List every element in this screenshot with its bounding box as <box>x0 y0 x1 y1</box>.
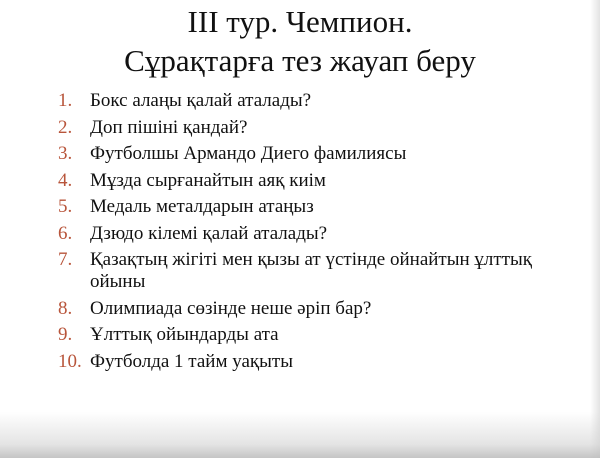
list-item-text: Бокс алаңы қалай аталады? <box>90 90 312 111</box>
list-item-number: 10. <box>58 350 82 372</box>
list-item-number: 9. <box>58 324 73 345</box>
list-item-text: Футболшы Армандо Диего фамилиясы <box>90 143 407 164</box>
list-item-text: Олимпиада сөзінде неше әріп бар? <box>90 297 372 319</box>
list-item-text: Қазақтың жігіті мен қызы ат үстінде ойнайтын ұлттық ойыны <box>90 249 533 292</box>
list-item-text: Мұзда сырғанайтын аяқ киім <box>90 169 326 191</box>
list-item-text: Доп пішіні қандай? <box>90 116 248 138</box>
list-item <box>58 143 568 165</box>
list-item-text: Медаль металдарын атаңыз <box>90 196 314 217</box>
slide-bottom-shadow <box>0 412 600 458</box>
question-list <box>58 90 568 377</box>
list-item <box>58 117 568 139</box>
title-line-1: III тур. Чемпион. <box>187 4 413 39</box>
slide-title <box>0 2 600 80</box>
list-item-number: 4. <box>58 169 73 191</box>
list-item <box>58 324 568 346</box>
list-item <box>58 196 568 218</box>
list-item-number: 3. <box>58 143 73 164</box>
list-item <box>58 298 568 320</box>
list-item-text: Футболда 1 тайм уақыты <box>90 350 293 372</box>
list-item-text: Ұлттық ойындарды ата <box>90 324 279 345</box>
list-item-number: 6. <box>58 222 73 244</box>
title-line-2: Сұрақтарға тез жауап беру <box>124 43 476 78</box>
list-item <box>58 90 568 112</box>
list-item <box>58 170 568 192</box>
list-item-number: 1. <box>58 90 73 111</box>
list-item-number: 2. <box>58 116 73 138</box>
list-item <box>58 249 568 293</box>
list-item-number: 5. <box>58 196 73 217</box>
list-item-number: 7. <box>58 249 73 270</box>
list-item <box>58 223 568 245</box>
list-item-text: Дзюдо кілемі қалай аталады? <box>90 222 328 244</box>
slide-edge-shadow <box>590 0 600 458</box>
list-item-number: 8. <box>58 297 73 319</box>
list-item <box>58 351 568 373</box>
